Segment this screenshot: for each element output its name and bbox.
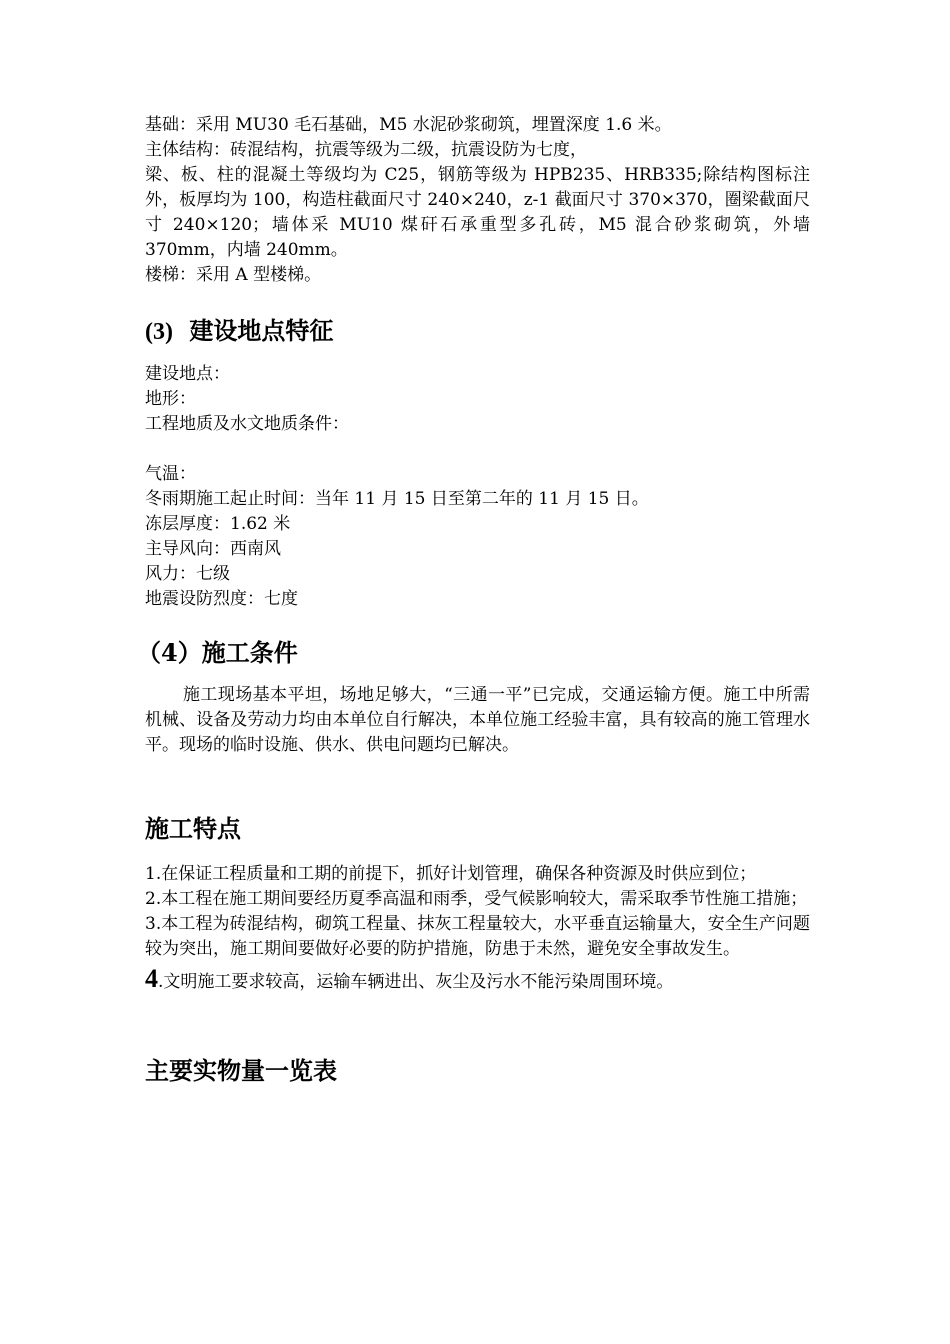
conditions-paragraph: 施工现场基本平坦，场地足够大，“三通一平”已完成，交通运输方便。施工中所需机械、设备及劳动力均由本单位自行解决，本单位施工经验丰富，具有较高的施工管理水平。现场的临时设施、供水、供电问题均已解决。: [145, 685, 810, 755]
seismic-line: 地震设防烈度：七度: [145, 589, 298, 609]
wind-force-line: 风力：七级: [145, 564, 230, 584]
conditions-heading: （4）施工条件: [137, 638, 298, 667]
temperature-line: 气温：: [145, 464, 196, 484]
main-structure-line: 主体结构：砖混结构，抗震等级为二级，抗震设防为七度，: [145, 140, 587, 160]
feature-item: 3.本工程为砖混结构，砌筑工程量、抹灰工程量较大，水平垂直运输量大，安全生产问题较为突出，施工期间要做好必要的防护措施，防患于未然，避免安全事故发生。: [145, 914, 810, 959]
quantities-heading: 主要实物量一览表: [145, 1056, 337, 1085]
foundation-line: 基础：采用 MU30 毛石基础，M5 水泥砂浆砌筑，埋置深度 1.6 米。: [145, 115, 672, 135]
stairs-line: 楼梯：采用 A 型楼梯。: [145, 265, 322, 285]
features-heading: 施工特点: [145, 814, 241, 843]
site-heading: [145, 315, 810, 348]
features-list: [145, 862, 810, 995]
feature-item-text: .文明施工要求较高，运输车辆进出、灰尘及污水不能污染周围环境。: [158, 972, 674, 992]
location-line: 建设地点：: [145, 364, 230, 384]
frost-depth-line: 冻层厚度：1.62 米: [145, 514, 291, 534]
site-heading-number: (3): [145, 319, 173, 345]
feature-item-number: 4: [145, 964, 158, 993]
feature-item: 1.在保证工程质量和工期的前提下，抓好计划管理，确保各种资源及时供应到位；: [145, 864, 757, 884]
wind-direction-line: 主导风向：西南风: [145, 539, 281, 559]
winter-rain-period-line: 冬雨期施工起止时间：当年 11 月 15 日至第二年的 11 月 15 日。: [145, 489, 649, 509]
site-heading-text: 建设地点特征: [189, 316, 334, 345]
feature-item: [145, 966, 810, 995]
document-page: [137, 113, 810, 1087]
site-details: [145, 362, 810, 612]
geology-line: 工程地质及水文地质条件：: [145, 414, 349, 434]
terrain-line: 地形：: [145, 389, 196, 409]
concrete-paragraph: 梁、板、柱的混凝土等级均为 C25，钢筋等级为 HPB235、HRB335;除结构图标注外，板厚均为 100，构造柱截面尺寸 240×240，z-1 截面尺寸 370×370，圈梁截面尺寸 240×120；墙体采 MU10 煤矸石承重型多孔砖，M5 混合砂浆砌筑，外墙 370mm，内墙 240mm。: [145, 165, 810, 260]
feature-item: 2.本工程在施工期间要经历夏季高温和雨季，受气候影响较大，需采取季节性施工措施；: [145, 889, 808, 909]
